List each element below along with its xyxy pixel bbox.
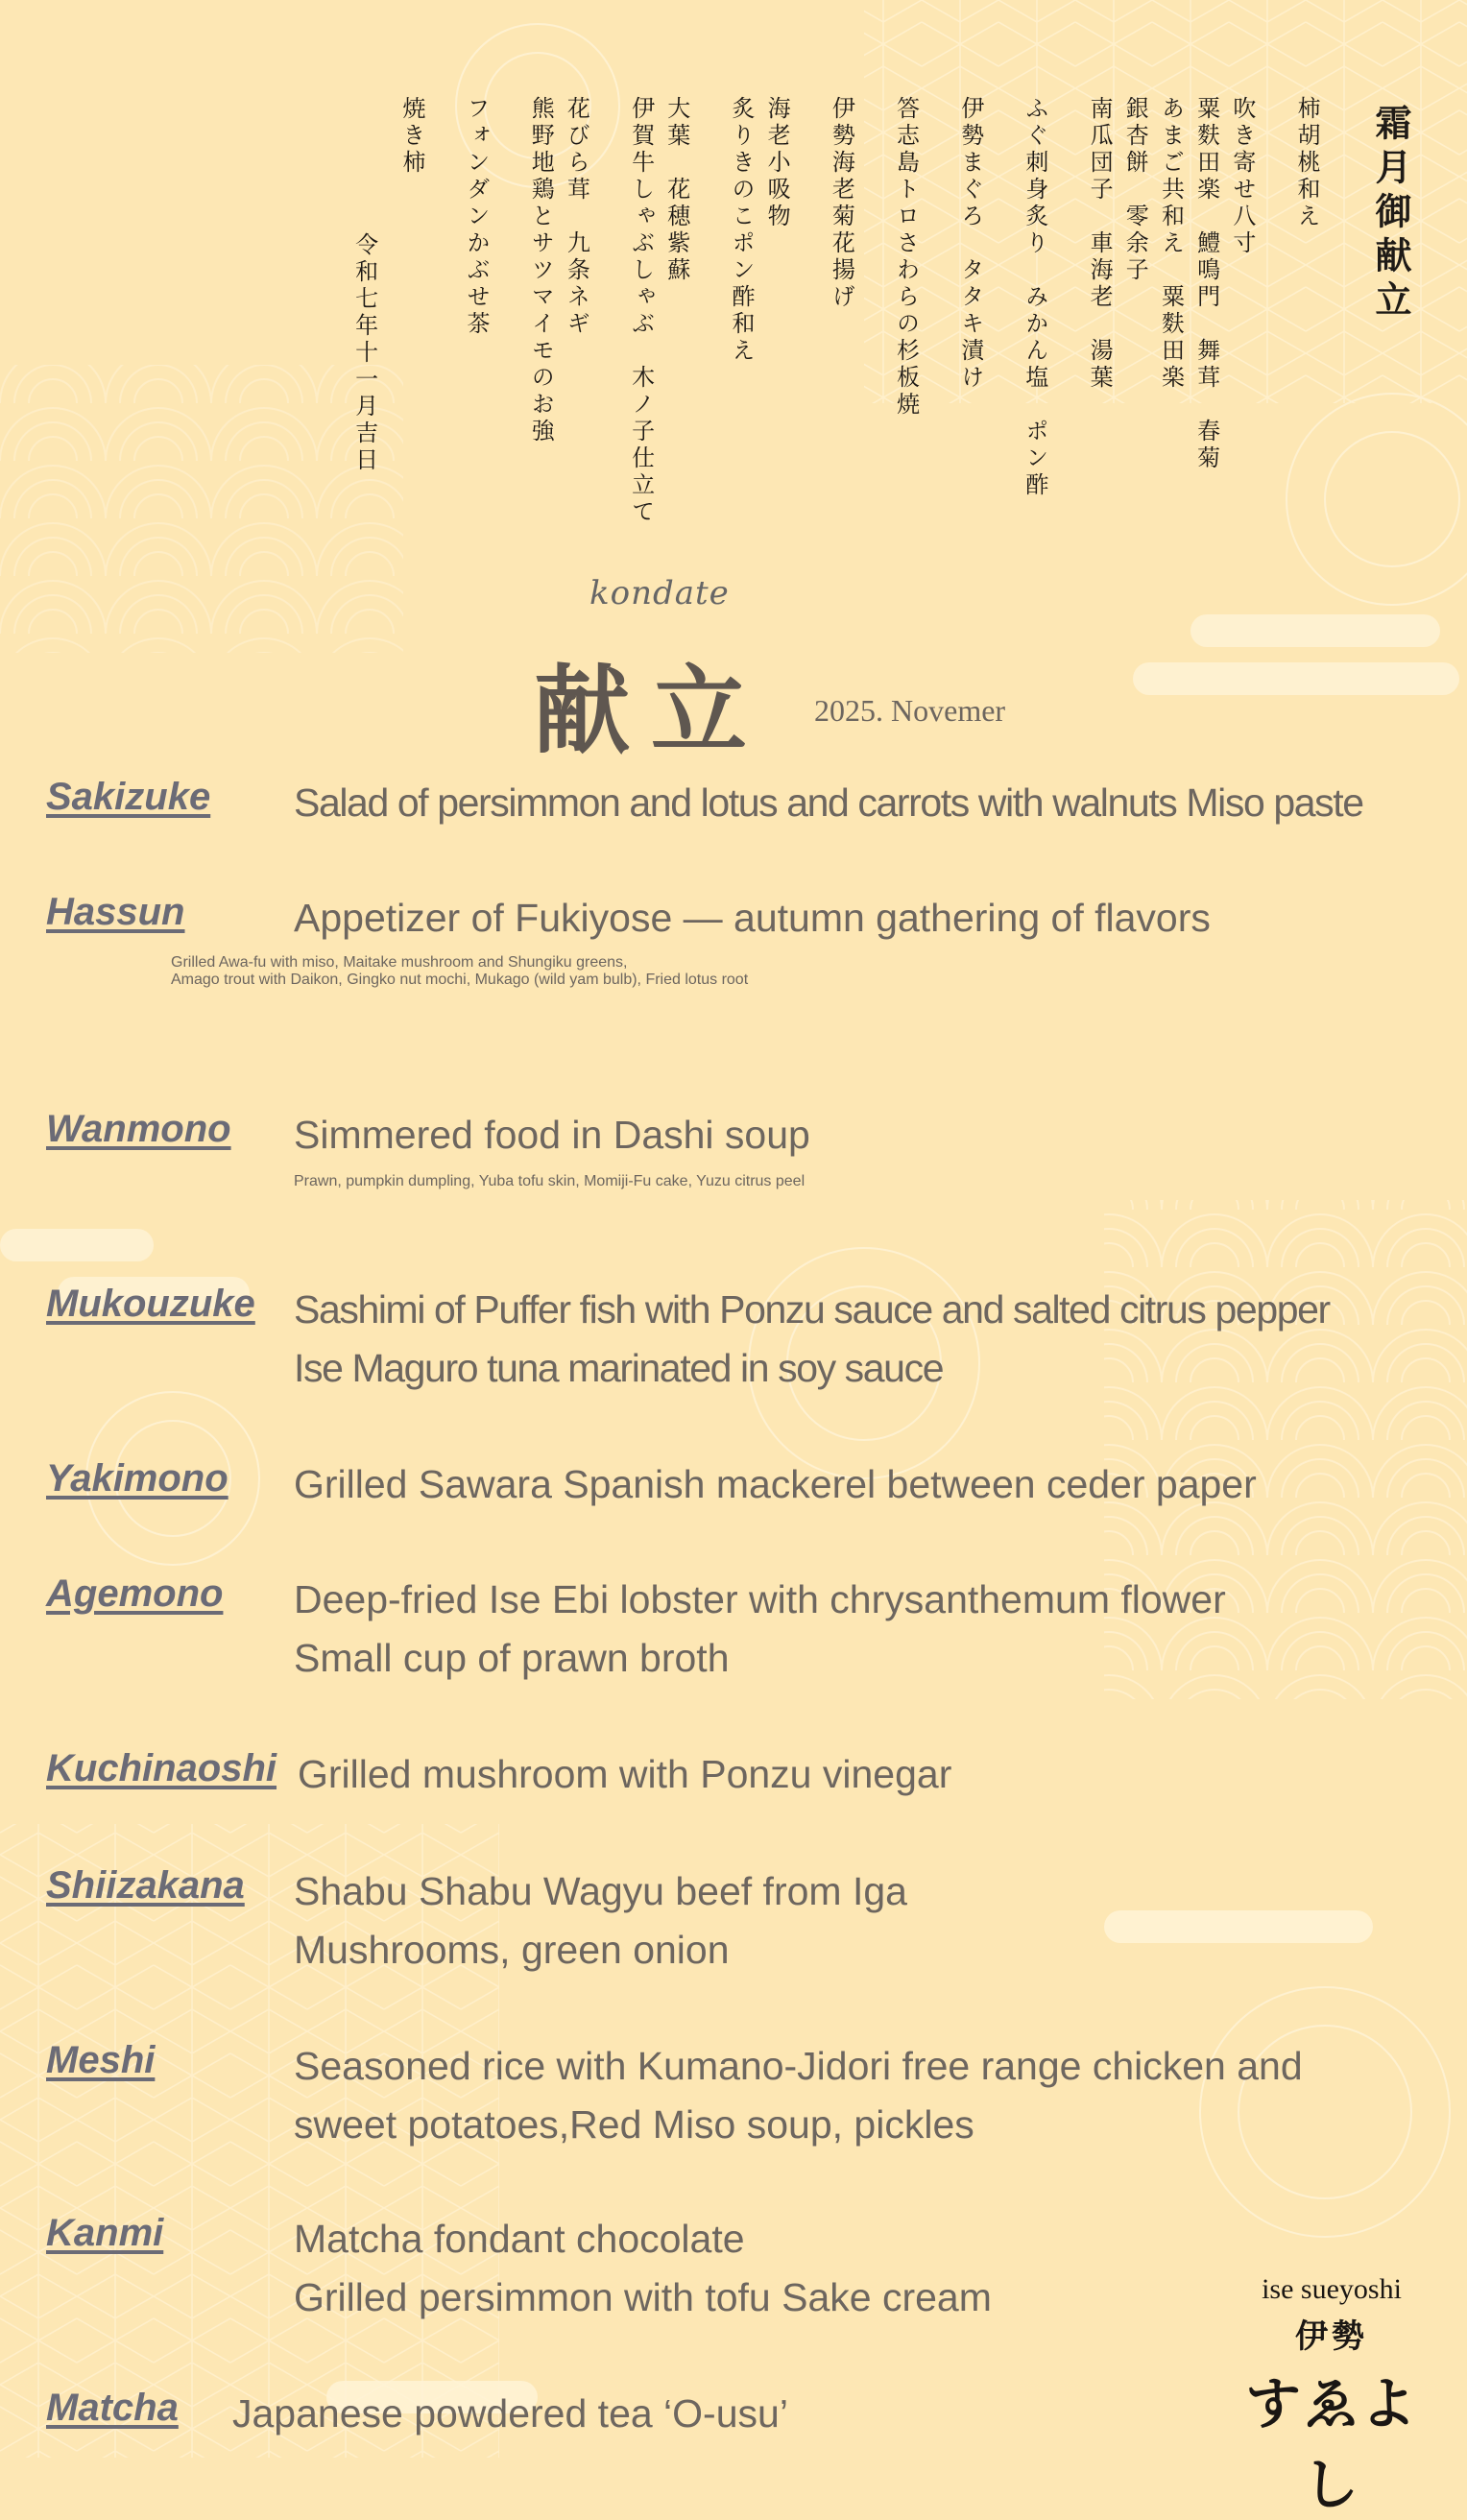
jp-line-13: 大葉 花穂紫蘇 [662, 96, 690, 284]
brand-english: ise sueyoshi [1262, 2273, 1402, 2305]
jp-line-9: 答志島トロさわらの杉板焼 [892, 96, 920, 419]
course-description-line-2: Small cup of prawn broth [294, 1636, 730, 1680]
brand-japanese: 伊勢 [1295, 2317, 1368, 2356]
japanese-menu-date: 令和七年十一月吉日 [350, 232, 378, 474]
jp-line-5: 銀杏餅 零余子 [1121, 96, 1149, 284]
course-description-line-1: Seasoned rice with Kumano-Jidori free range chicken and [294, 2044, 1303, 2088]
course-description [294, 1281, 1446, 1398]
hassun-details [171, 954, 748, 989]
jp-line-2: 吹き寄せ八寸 [1228, 96, 1256, 257]
course-label: Yakimono [46, 1457, 228, 1500]
course-label: Shiizakana [46, 1864, 245, 1907]
jp-line-12: 炙りきのこポン酢和え [727, 96, 755, 365]
jp-line-11: 海老小吸物 [763, 96, 791, 230]
wanmono-detail: Prawn, pumpkin dumpling, Yuba tofu skin, Momiji-Fu cake, Yuzu citrus peel [294, 1173, 806, 1189]
jp-line-10: 伊勢海老菊花揚げ [828, 96, 855, 311]
course-description-line-2: Grilled persimmon with tofu Sake cream [294, 2275, 992, 2319]
jp-line-8: 伊勢まぐろ タタキ漬け [956, 96, 984, 392]
course-description-line-2: Ise Maguro tuna marinated in soy sauce [294, 1346, 944, 1390]
jp-line-14: 伊賀牛しゃぶしゃぶ 木ノ子仕立て [627, 96, 655, 526]
course-description [294, 1862, 1446, 1980]
jp-line-6: 南瓜団子 車海老 湯葉 [1086, 96, 1114, 392]
course-description: Grilled Sawara Spanish mackerel between ceder paper [294, 1462, 1257, 1506]
hassun-detail-2: Amago trout with Daikon, Gingko nut mochi, Mukago (wild yam bulb), Fried lotus root [171, 972, 749, 988]
course-description-line-1: Shabu Shabu Wagyu beef from Iga [294, 1869, 907, 1913]
brand-block [1221, 2273, 1442, 2520]
course-description [294, 1571, 1446, 1688]
course-description-line-1: Matcha fondant chocolate [294, 2217, 745, 2261]
brand-logo: すゑよし [1244, 2371, 1418, 2517]
course-label: Matcha [46, 2387, 179, 2429]
jp-line-3: 粟麩田楽 鱧鳴門 舞茸 春菊 [1192, 96, 1220, 472]
jp-line-1: 柿胡桃和え [1293, 96, 1320, 230]
course-description-line-1: Sashimi of Puffer fish with Ponzu sauce and salted citrus pepper [294, 1287, 1330, 1332]
course-description: Appetizer of Fukiyose — autumn gathering of flavors [294, 896, 1211, 940]
course-label: Wanmono [46, 1108, 231, 1150]
course-description: Salad of persimmon and lotus and carrots with walnuts Miso paste [294, 780, 1363, 825]
japanese-menu-title: 霜月御献立 [1369, 104, 1412, 324]
jp-line-7: ふぐ刺身炙り みかん塩 ポン酢 [1021, 96, 1048, 499]
jp-line-15: 花びら茸 九条ネギ [563, 96, 590, 338]
jp-line-4: あまご共和え 粟麩田楽 [1157, 96, 1185, 392]
course-description-line-2: sweet potatoes,Red Miso soup, pickles [294, 2102, 974, 2147]
hassun-detail-1: Grilled Awa-fu with miso, Maitake mushroom and Shungiku greens, [171, 954, 628, 971]
course-label: Kuchinaoshi [46, 1747, 277, 1789]
course-description: Simmered food in Dashi soup [294, 1113, 810, 1157]
course-description [294, 2037, 1446, 2154]
course-label: Kanmi [46, 2212, 164, 2254]
wanmono-details [294, 1173, 805, 1190]
course-label: Meshi [46, 2039, 156, 2081]
header-date: 2025. Novemer [814, 693, 1006, 728]
header-kanji: 献立 [534, 654, 768, 767]
course-description-line-1: Deep-fried Ise Ebi lobster with chrysanthemum flower [294, 1577, 1226, 1621]
course-label: Mukouzuke [46, 1283, 255, 1325]
jp-line-18: 焼き柿 [397, 96, 425, 177]
japanese-menu [349, 88, 1417, 530]
course-label: Agemono [46, 1572, 224, 1615]
jp-line-16: 熊野地鶏とサツマイモのお強 [527, 96, 555, 445]
course-label: Sakizuke [46, 776, 211, 818]
course-description-line-2: Mushrooms, green onion [294, 1928, 730, 1972]
course-description: Grilled mushroom with Ponzu vinegar [298, 1752, 952, 1796]
jp-line-17: フォンダンかぶせ茶 [463, 96, 490, 338]
header-subtitle: kondate [589, 574, 730, 612]
course-description: Japanese powdered tea ‘O-usu’ [232, 2391, 788, 2436]
course-label: Hassun [46, 891, 185, 933]
